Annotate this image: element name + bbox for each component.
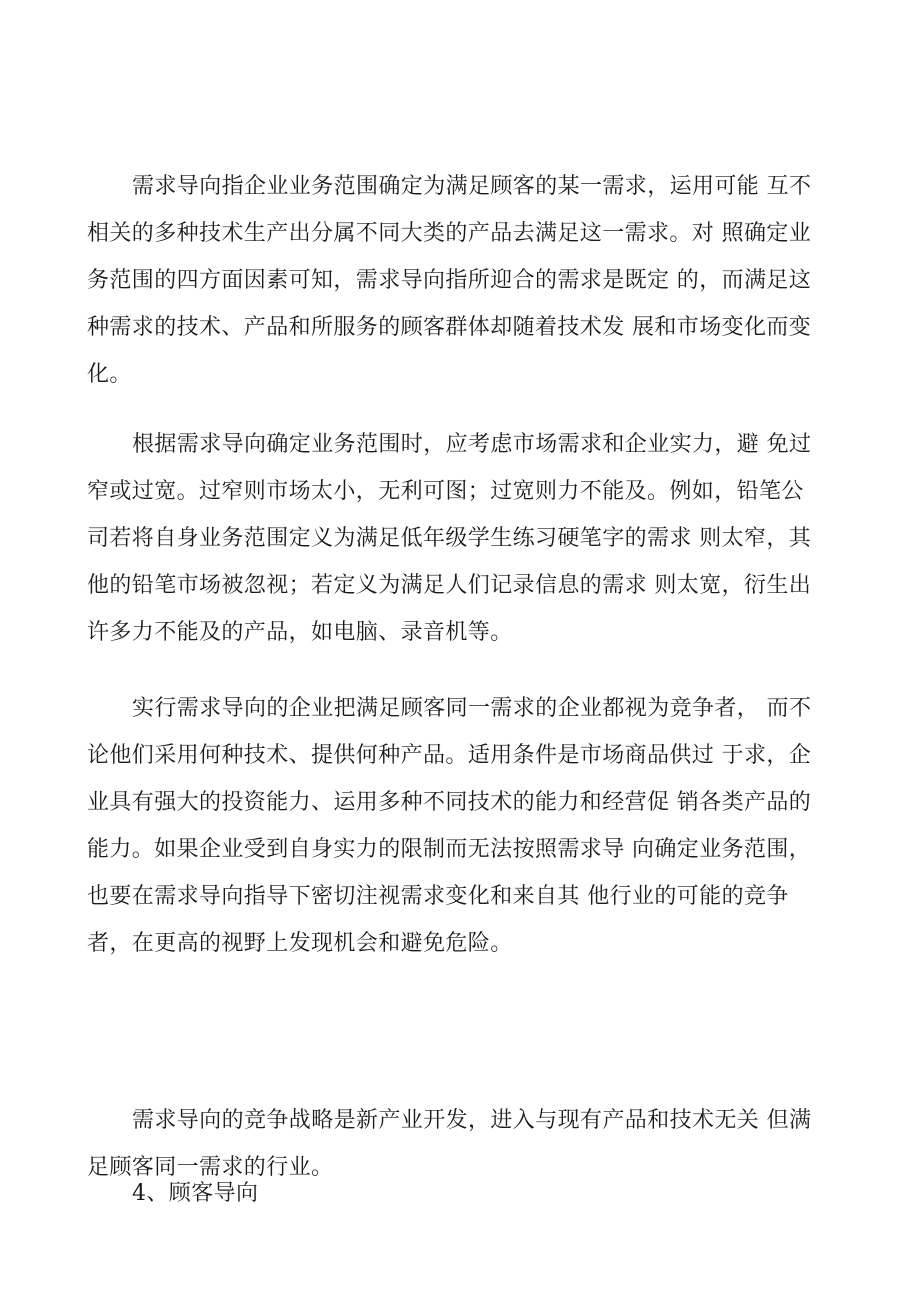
paragraph-scope-width	[87, 421, 847, 656]
text-line: 种需求的技术、产品和所服务的顾客群体却随着技术发 展和市场变化而变	[87, 315, 812, 340]
text-line: 窄或过宽。过窄则市场太小，无利可图；过宽则力不能及。例如，铅笔公	[87, 479, 804, 504]
heading-customer-orientation: 4、顾客导向	[132, 1181, 259, 1206]
text-line: 许多力不能及的产品，如电脑、录音机等。	[87, 620, 513, 645]
paragraph-demand-orientation-definition	[87, 163, 847, 398]
text-line: 务范围的四方面因素可知，需求导向指所迎合的需求是既定 的，而满足这	[87, 268, 812, 293]
text-line: 也要在需求导向指导下密切注视需求变化和来自其 他行业的可能的竞争	[87, 884, 789, 909]
text-line: 论他们采用何种技术、提供何种产品。适用条件是市场商品供过 于求，企	[87, 743, 812, 768]
text-line: 业具有强大的投资能力、运用多种不同技术的能力和经营促 销各类产品的	[87, 790, 812, 815]
text-line: 司若将自身业务范围定义为满足低年级学生练习硬笔字的需求 则太窄，其	[87, 526, 812, 551]
section-heading	[87, 1170, 847, 1217]
text-line: 者，在更高的视野上发现机会和避免危险。	[87, 931, 513, 956]
text-line: 化。	[87, 362, 132, 387]
text-line: 能力。如果企业受到自身实力的限制而无法按照需求导 向确定业务范围，	[87, 837, 812, 862]
text-line: 需求导向的竞争战略是新产业开发，进入与现有产品和技术无关 但满	[132, 1108, 812, 1133]
paragraph-competitors	[87, 685, 847, 967]
text-line: 实行需求导向的企业把满足顾客同一需求的企业都视为竞争者， 而不	[132, 696, 812, 721]
text-line: 需求导向指企业业务范围确定为满足顾客的某一需求，运用可能 互不	[132, 174, 812, 199]
text-line: 他的铅笔市场被忽视；若定义为满足人们记录信息的需求 则太宽，衍生出	[87, 573, 812, 598]
text-line: 相关的多种技术生产出分属不同大类的产品去满足这一需求。对 照确定业	[87, 221, 812, 246]
text-line: 足顾客同一需求的行业。	[87, 1155, 334, 1180]
text-line: 根据需求导向确定业务范围时，应考虑市场需求和企业实力，避 免过	[132, 432, 812, 457]
